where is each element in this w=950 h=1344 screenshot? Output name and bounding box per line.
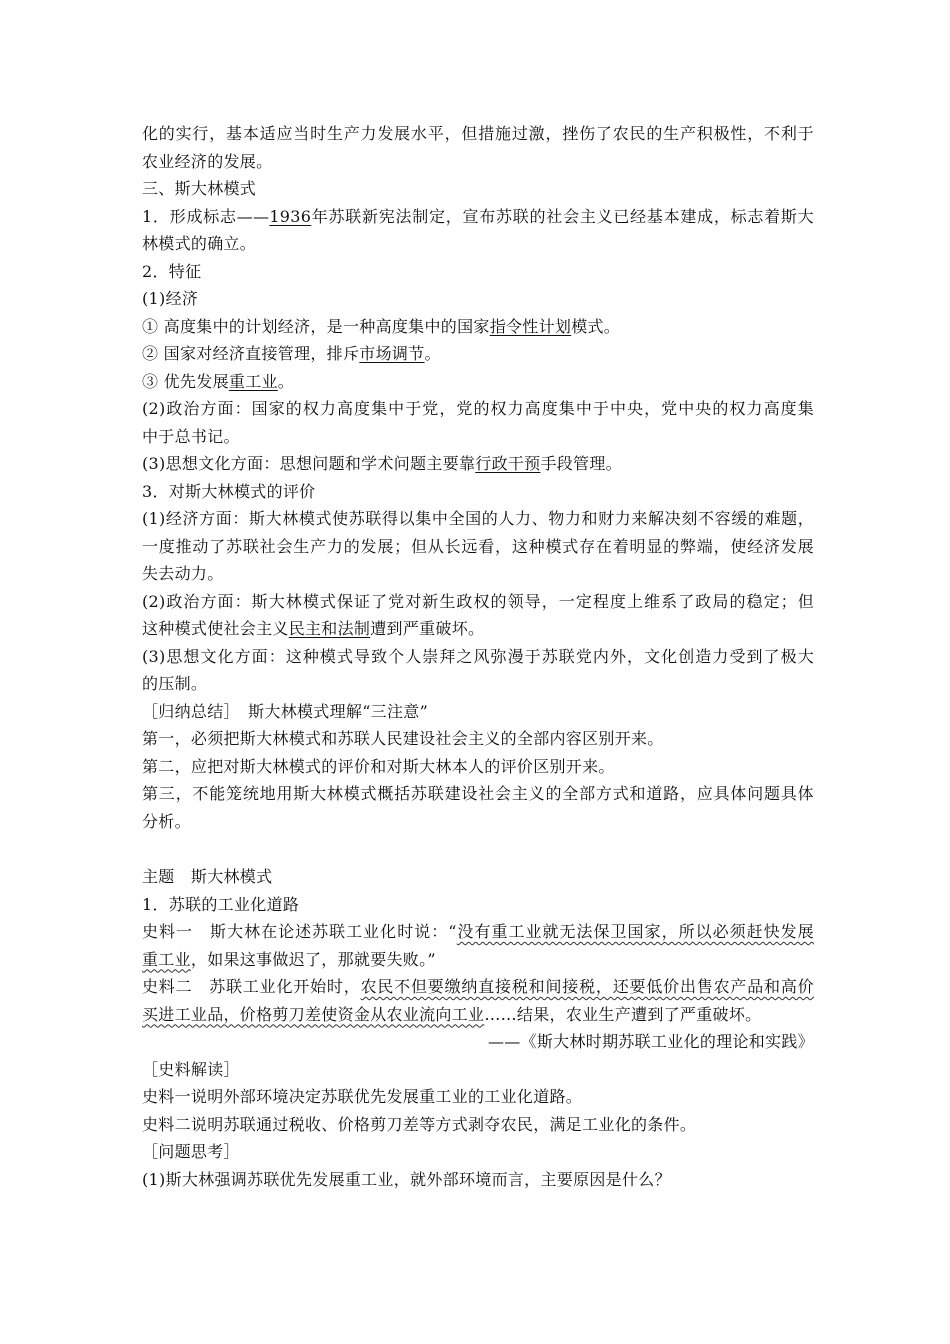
text-line [142, 203, 814, 231]
text-line: 分析。 [142, 811, 191, 831]
text-line: ［史料解读］ [142, 1059, 240, 1079]
text-line: 的压制。 [142, 674, 208, 693]
text-span: (3)思想文化方面：思想问题和学术问题主要靠 [142, 454, 476, 473]
text-line: (3)思想文化方面：这种模式导致个人崇拜之风弥漫于苏联党内外，文化创造力受到了极大 [142, 646, 814, 666]
text-span: 1．形成标志—— [142, 206, 270, 226]
subheading: 3．对斯大林模式的评价 [142, 481, 316, 501]
section-heading: 三、斯大林模式 [142, 179, 257, 198]
source-line [142, 1001, 814, 1029]
text-line [142, 340, 814, 368]
underlined-term: 行政干预 [475, 454, 541, 473]
question-line: (1)斯大林强调苏联优先发展重工业，就外部环境而言，主要原因是什么？ [142, 1169, 671, 1189]
text-span: ① 高度集中的计划经济，是一种高度集中的国家 [142, 316, 490, 336]
text-span: ② 国家对经济直接管理，排斥 [142, 344, 360, 363]
text-span: 这种模式使社会主义 [142, 619, 289, 638]
text-span: ……结果，农业生产遭到了严重破坏。 [484, 1004, 762, 1024]
text-line: (1)经济方面：斯大林模式使苏联得以集中全国的人力、物力和财力来解决刻不容缓的难题， [142, 509, 814, 528]
text-line [142, 615, 814, 643]
text-span: 史料二 苏联工业化开始时， [142, 977, 361, 996]
text-line: 史料一说明外部环境决定苏联优先发展重工业的工业化道路。 [142, 1087, 583, 1106]
text-line: (2)政治方面：斯大林模式保证了党对新生政权的领导，一定程度上维系了政局的稳定；但 [142, 591, 814, 611]
underlined-term: 指令性计划 [489, 316, 572, 336]
source-citation: ——《斯大林时期苏联工业化的理论和实践》 [487, 1032, 814, 1051]
wavy-underlined-text: 没有重工业就无法保卫国家，所以必须赶快发展 [456, 922, 814, 941]
wavy-underlined-text: 重工业 [142, 949, 191, 969]
text-line: 失去动力。 [142, 564, 224, 583]
text-line [142, 368, 814, 396]
text-line: 史料二说明苏联通过税收、价格剪刀差等方式剥夺农民，满足工业化的条件。 [142, 1114, 697, 1134]
underlined-term: 1936 [269, 206, 312, 226]
topic-heading: 主题 斯大林模式 [142, 867, 273, 886]
source-line [142, 973, 814, 1001]
text-line: 第三，不能笼统地用斯大林模式概括苏联建设社会主义的全部方式和道路，应具体问题具体 [142, 784, 814, 803]
text-span: 遭到严重破坏。 [370, 619, 485, 638]
underlined-term: 重工业 [228, 371, 278, 391]
summary-heading: ［归纳总结］ 斯大林模式理解“三注意” [142, 701, 429, 721]
text-span: ，如果这事做迟了，那就要失败。” [190, 949, 436, 969]
text-line: (2)政治方面：国家的权力高度集中于党，党的权力高度集中于中央，党中央的权力高度集 [142, 399, 814, 418]
subheading: 2．特征 [142, 261, 202, 281]
text-span: 。 [277, 371, 295, 391]
text-line: 农业经济的发展。 [142, 151, 273, 171]
text-line: 一度推动了苏联社会生产力的发展；但从长远看，这种模式存在着明显的弊端，使经济发展 [142, 536, 814, 556]
text-line: 第一，必须把斯大林模式和苏联人民建设社会主义的全部内容区别开来。 [142, 729, 664, 748]
text-line [142, 313, 814, 341]
text-line [142, 450, 814, 478]
underlined-term: 民主和法制 [288, 619, 371, 638]
source-line [142, 918, 814, 946]
text-line: 中于总书记。 [142, 426, 240, 446]
document-body [142, 120, 814, 1193]
text-span: 史料一 斯大林在论述苏联工业化时说：“ [142, 922, 457, 941]
text-span: ③ 优先发展 [142, 371, 229, 391]
text-line: 化的实行，基本适应当时生产力发展水平，但措施过激，挫伤了农民的生产积极性，不利于 [142, 124, 814, 143]
source-line [142, 946, 814, 974]
wavy-underlined-text: 买进工业品，价格剪刀差使资金从农业流向工业 [142, 1004, 485, 1024]
text-line: 第二，应把对斯大林模式的评价和对斯大林本人的评价区别开来。 [142, 756, 615, 776]
spacer [142, 835, 814, 863]
text-span: 手段管理。 [540, 454, 622, 473]
underlined-term: 市场调节 [359, 344, 425, 363]
text-line: 林模式的确立。 [142, 234, 257, 253]
text-span: 。 [424, 344, 441, 363]
subheading: 1．苏联的工业化道路 [142, 894, 300, 914]
text-span: 年苏联新宪法制定，宣布苏联的社会主义已经基本建成，标志着斯大 [311, 206, 814, 226]
text-span: 模式。 [571, 316, 621, 336]
subheading: (1)经济 [142, 289, 199, 308]
text-line: ［问题思考］ [142, 1142, 240, 1161]
wavy-underlined-text: 农民不但要缴纳直接税和间接税，还要低价出售农产品和高价 [360, 977, 814, 996]
